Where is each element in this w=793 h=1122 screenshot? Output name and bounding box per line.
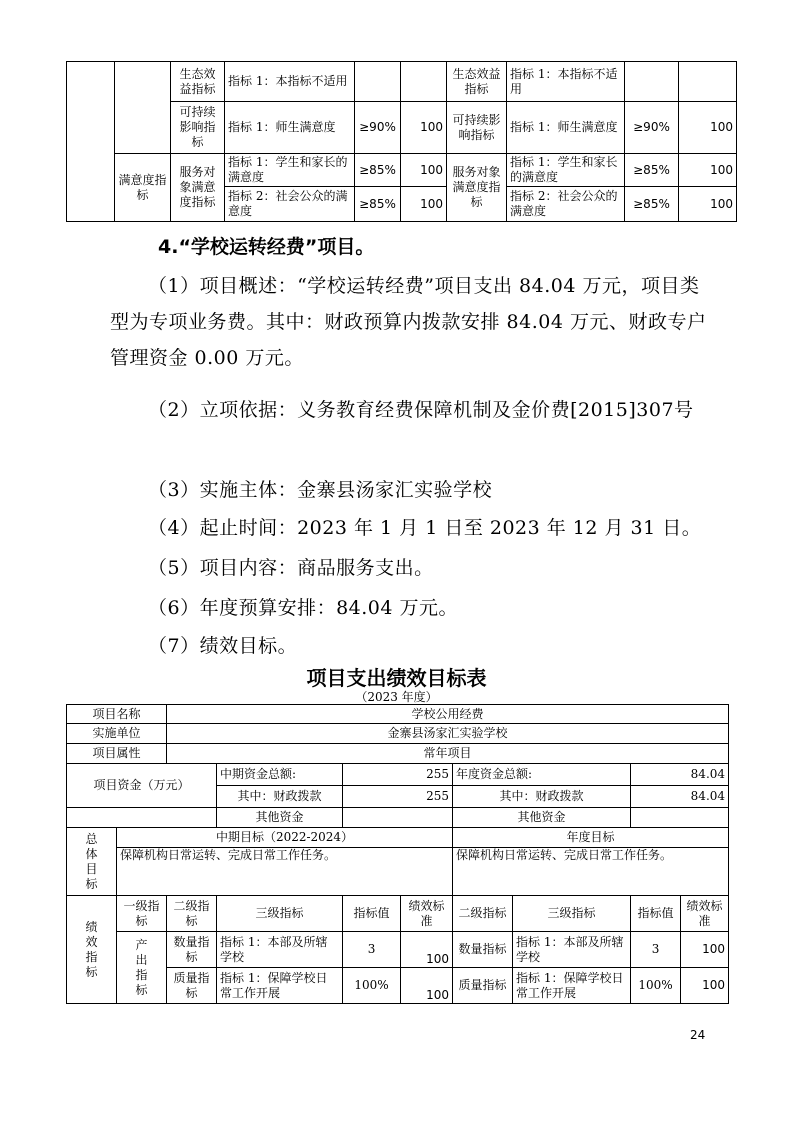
- sat1-std-right-cell: 100: [679, 154, 737, 187]
- sat1-indicator-cell: 指标 1：学生和家长的满意度: [225, 154, 355, 187]
- year-other-label: 其他资金: [453, 808, 631, 828]
- table-title: 项目支出绩效目标表: [306, 666, 487, 690]
- eco-indicator-right-cell: 指标 1：本指标不适用: [507, 62, 625, 102]
- qual-indicator: 指标 1：保障学校日常工作开展: [217, 968, 343, 1004]
- fund-blank: [67, 808, 217, 828]
- sat2-indicator-right-cell: 指标 2：社会公众的满意度: [507, 187, 625, 222]
- mid-total-value: 255: [343, 764, 453, 786]
- year-goal-label: 年度目标: [453, 828, 729, 848]
- unit-label: 实施单位: [67, 724, 167, 744]
- sat1-std-cell: 100: [401, 154, 447, 187]
- head-l2-right: 二级指标: [453, 896, 513, 932]
- qty-value: 3: [343, 932, 401, 968]
- project-name-value: 学校公用经费: [167, 705, 729, 724]
- sus-indicator-right-cell: 指标 1：师生满意度: [507, 102, 625, 154]
- year-total-value: 84.04: [631, 764, 729, 786]
- page-number: 24: [690, 1028, 706, 1042]
- table-year: （2023 年度）: [355, 690, 438, 704]
- paragraph-content: （5）项目内容：商品服务支出。: [148, 557, 434, 579]
- fund-label: 项目资金（万元）: [67, 764, 217, 808]
- head-l3-right: 三级指标: [513, 896, 631, 932]
- year-goal-text: 保障机构日常运转、完成日常工作任务。: [453, 848, 729, 896]
- paragraph-budget: （6）年度预算安排：84.04 万元。: [148, 597, 459, 619]
- paragraph-basis: （2）立项依据：义务教育经费保障机制及金价费[2015]307号: [148, 399, 694, 421]
- eco-l2-cell: 生态效益指标: [171, 62, 225, 102]
- paragraph-overview: （1）项目概述：“学校运转经费”项目支出 84.04 万元，项目类型为专项业务费。其中：财政预算内拨款安排 84.04 万元、财政专户管理资金 0.00 万元。: [110, 275, 707, 369]
- eco-value-right-cell: [625, 62, 679, 102]
- sat1-value-cell: ≥85%: [355, 154, 401, 187]
- sus-indicator-cell: 指标 1：师生满意度: [225, 102, 355, 154]
- year-fiscal-value: 84.04: [631, 786, 729, 808]
- head-l1: 一级指标: [117, 896, 167, 932]
- mid-other-label: 其他资金: [217, 808, 343, 828]
- year-fiscal-label: 其中：财政拨款: [453, 786, 631, 808]
- qty-std-right: 100: [681, 932, 729, 968]
- paragraph-period: （4）起止时间：2023 年 1 月 1 日至 2023 年 12 月 31 日。: [148, 517, 702, 539]
- qty-std: 100: [401, 932, 453, 968]
- paragraph-subject: （3）实施主体：金寨县汤家汇实验学校: [148, 479, 493, 501]
- attr-label: 项目属性: [67, 744, 167, 764]
- year-total-label: 年度资金总额:: [453, 764, 631, 786]
- qty-l2-right: 数量指标: [453, 932, 513, 968]
- section-heading: 4.“学校运转经费”项目。: [158, 236, 375, 258]
- mid-goal-text: 保障机构日常运转、完成日常工作任务。: [117, 848, 453, 896]
- qual-value: 100%: [343, 968, 401, 1004]
- mid-fiscal-label: 其中：财政拨款: [217, 786, 343, 808]
- qual-value-right: 100%: [631, 968, 681, 1004]
- output-l1: 产出指标: [117, 932, 167, 1004]
- sat2-value-right-cell: ≥85%: [625, 187, 679, 222]
- sat2-std-cell: 100: [401, 187, 447, 222]
- qty-value-right: 3: [631, 932, 681, 968]
- mid-total-label: 中期资金总额:: [217, 764, 343, 786]
- head-std: 绩效标准: [401, 896, 453, 932]
- attr-value: 常年项目: [167, 744, 729, 764]
- eco-std-cell: [401, 62, 447, 102]
- unit-value: 金寨县汤家汇实验学校: [167, 724, 729, 744]
- eco-value-cell: [355, 62, 401, 102]
- sus-value-cell: ≥90%: [355, 102, 401, 154]
- performance-table-continued: [66, 61, 737, 222]
- qual-indicator-right: 指标 1：保障学校日常工作开展: [513, 968, 631, 1004]
- sus-std-cell: 100: [401, 102, 447, 154]
- year-other-value: [631, 808, 729, 828]
- sat2-value-cell: ≥85%: [355, 187, 401, 222]
- sus-l2-right-cell: 可持续影响指标: [447, 102, 507, 154]
- head-std-right: 绩效标准: [681, 896, 729, 932]
- sus-std-right-cell: 100: [679, 102, 737, 154]
- project-name-label: 项目名称: [67, 705, 167, 724]
- qual-l2: 质量指标: [167, 968, 217, 1004]
- sat1-value-right-cell: ≥85%: [625, 154, 679, 187]
- mid-other-value: [343, 808, 453, 828]
- qual-l2-right: 质量指标: [453, 968, 513, 1004]
- perf-label: 绩效指标: [67, 896, 117, 1004]
- eco-l2-right-cell: 生态效益指标: [447, 62, 507, 102]
- qty-l2: 数量指标: [167, 932, 217, 968]
- overall-goal-label: 总体目标: [67, 828, 117, 896]
- head-val-right: 指标值: [631, 896, 681, 932]
- sat1-indicator-right-cell: 指标 1：学生和家长的满意度: [507, 154, 625, 187]
- eco-std-right-cell: [679, 62, 737, 102]
- cell-blank-l1b: [115, 62, 171, 154]
- sat2-indicator-cell: 指标 2：社会公众的满意度: [225, 187, 355, 222]
- sat2-std-right-cell: 100: [679, 187, 737, 222]
- mid-goal-label: 中期目标（2022-2024）: [117, 828, 453, 848]
- performance-goal-table: [66, 704, 729, 1004]
- sus-l2-cell: 可持续影响指标: [171, 102, 225, 154]
- eco-indicator-cell: 指标 1：本指标不适用: [225, 62, 355, 102]
- cell-blank-l1: [67, 62, 115, 222]
- mid-fiscal-value: 255: [343, 786, 453, 808]
- sat-l1-cell: 满意度指标: [115, 154, 171, 222]
- qual-std: 100: [401, 968, 453, 1004]
- qty-indicator: 指标 1：本部及所辖学校: [217, 932, 343, 968]
- sus-value-right-cell: ≥90%: [625, 102, 679, 154]
- qual-std-right: 100: [681, 968, 729, 1004]
- head-l3: 三级指标: [217, 896, 343, 932]
- sat-l2-cell: 服务对象满意度指标: [171, 154, 225, 222]
- paragraph-goal: （7）绩效目标。: [148, 635, 298, 657]
- qty-indicator-right: 指标 1：本部及所辖学校: [513, 932, 631, 968]
- head-l2: 二级指标: [167, 896, 217, 932]
- head-val: 指标值: [343, 896, 401, 932]
- sat-l2-right-cell: 服务对象满意度指标: [447, 154, 507, 222]
